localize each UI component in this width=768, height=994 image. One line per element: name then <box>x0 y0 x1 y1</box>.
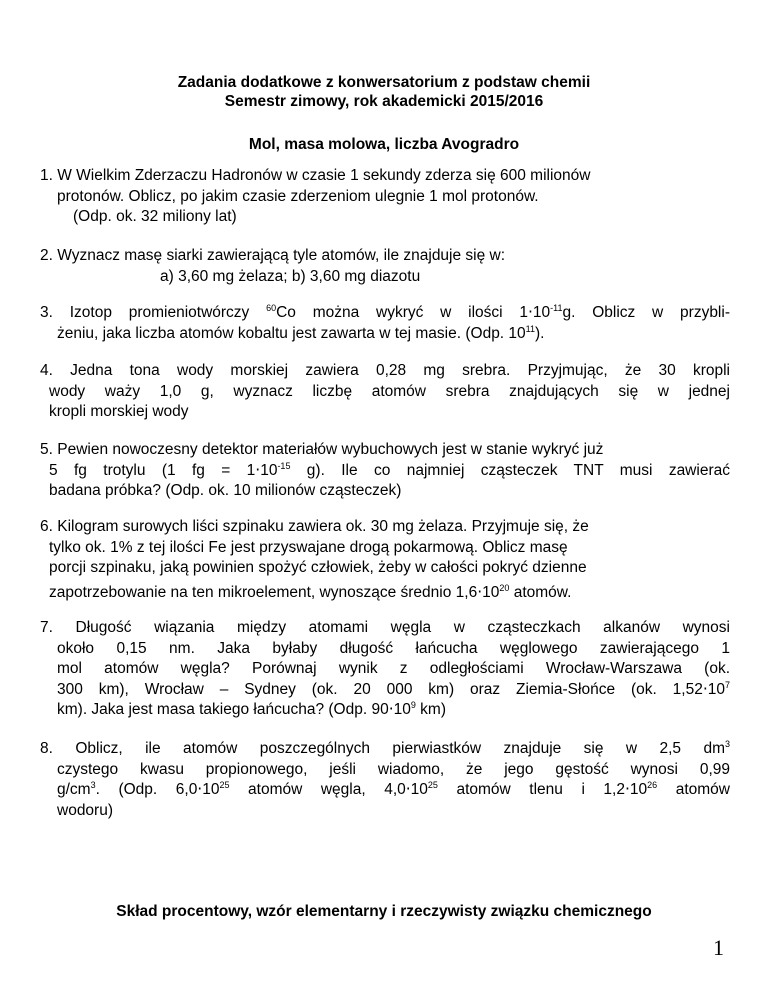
document-subtitle: Semestr zimowy, rok akademicki 2015/2016 <box>224 93 544 110</box>
task-7-line: około 0,15 nm. Jaka byłaby długość łańcucha węglowego zawierającego 1 <box>57 639 730 657</box>
task-4-line: wody waży 1,0 g, wyznacz liczbę atomów srebra znajdujących się w jednej <box>49 382 730 400</box>
task-8-line: czystego kwasu propionowego, jeśli wiadomo, że jego gęstość wynosi 0,99 <box>57 760 730 778</box>
task-2 <box>40 246 730 287</box>
section-heading-mol: Mol, masa molowa, liczba Avogradro <box>248 136 520 153</box>
task-1-answer: (Odp. ok. 32 miliony lat) <box>73 208 237 225</box>
task-1-line: protonów. Oblicz, po jakim czasie zderzeniom ulegnie 1 mol protonów. <box>57 187 539 205</box>
task-4-line: kropli morskiej wody <box>49 403 189 420</box>
task-1 <box>40 166 730 228</box>
task-1-line: 1. W Wielkim Zderzaczu Hadronów w czasie 1 sekundy zderza się 600 milionów <box>40 167 591 184</box>
task-6-line: 6. Kilogram surowych liści szpinaku zawiera ok. 30 mg żelaza. Przyjmuje się, że <box>40 518 589 535</box>
task-2-options: a) 3,60 mg żelaza; b) 3,60 mg diazotu <box>160 267 421 285</box>
task-5-line: 5 fg trotylu (1 fg = $1\cdot 10^{-15}$ g). Ile co najmniej cząsteczek TNT musi zawierać <box>49 460 730 479</box>
task-7-line: 7. Długość wiązania między atomami węgla w cząsteczkach alkanów wynosi <box>40 619 730 636</box>
task-8-answer: wodoru) <box>57 801 113 819</box>
task-7 <box>40 618 730 721</box>
task-8-answer: $g/cm^3$. (Odp. $6,0\cdot 10^{25}$ atomów węgla, $4,0\cdot 10^{25}$ atomów tlenu i $1,2\cdot 10^{26}$ atomów <box>57 779 730 798</box>
page-number: 1 <box>713 935 724 960</box>
task-3 <box>40 303 730 344</box>
task-6-line: zapotrzebowanie na ten mikroelement, wynoszące średnio $1,6\cdot 10^{20}$ atomów. <box>49 582 572 601</box>
document-title: Zadania dodatkowe z konwersatorium z podstaw chemii <box>177 74 591 91</box>
task-7-line: mol atomów węgla? Porównaj wynik z odległościami Wrocław-Warszawa (ok. <box>57 660 730 677</box>
task-5-line: 5. Pewien nowoczesny detektor materiałów wybuchowych jest w stanie wykryć już <box>40 441 604 458</box>
section-heading-composition: Skład procentowy, wzór elementarny i rzeczywisty związku chemicznego <box>116 903 652 920</box>
task-5 <box>40 440 730 502</box>
task-6-line: tylko ok. 1% z tej ilości Fe jest przyswajane drogą pokarmową. Oblicz masę <box>49 538 568 556</box>
task-8 <box>40 739 730 821</box>
task-7-line: 300 km), Wrocław – Sydney (ok. 20 000 km) oraz Ziemia-Słońce (ok. $1,52\cdot 10^7$ <box>57 679 730 698</box>
task-3-line: 3. Izotop promieniotwórczy $^{60}$Co można wykryć w ilości $1\cdot 10^{-11}g$. Oblicz w przybli- <box>40 302 730 321</box>
task-6-line: porcji szpinaku, jaką powinien spożyć człowiek, żeby w całości pokryć dzienne <box>49 559 587 576</box>
task-3-line: żeniu, jaka liczba atomów kobaltu jest zawarta w tej masie. (Odp. $10^{11}$). <box>57 323 545 342</box>
task-2-line: 2. Wyznacz masę siarki zawierającą tyle atomów, ile znajduje się w: <box>40 247 506 264</box>
task-6 <box>40 517 730 603</box>
task-5-answer: badana próbka? (Odp. ok. 10 milionów cząsteczek) <box>49 482 402 499</box>
task-8-line: 8. Oblicz, ile atomów poszczególnych pierwiastków znajduje się w 2,5 $dm^3$ <box>40 738 730 757</box>
task-7-answer: km). Jaka jest masa takiego łańcucha? (Odp. $90\cdot 10^9$ km) <box>57 699 447 718</box>
task-4 <box>40 361 730 423</box>
task-4-line: 4. Jedna tona wody morskiej zawiera 0,28 mg srebra. Przyjmując, że 30 kropli <box>40 362 730 379</box>
